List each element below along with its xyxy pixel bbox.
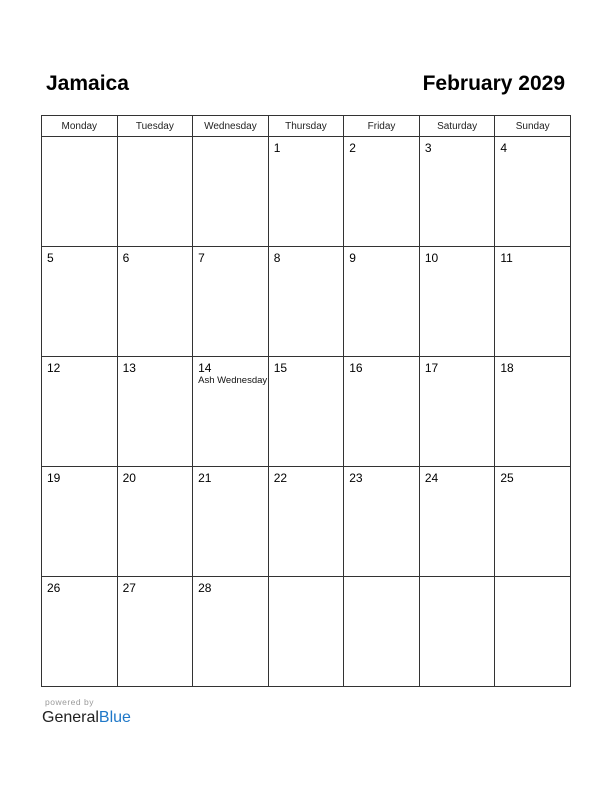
day-cell (419, 357, 495, 467)
day-number: 8 (273, 251, 281, 265)
day-number: 26 (47, 581, 61, 595)
day-number: 5 (47, 251, 54, 265)
day-number: 24 (424, 471, 439, 485)
day-cell (42, 247, 118, 357)
day-number: 2 (349, 141, 356, 155)
day-cell (344, 137, 420, 247)
day-cell (344, 467, 420, 577)
day-cell (495, 577, 571, 687)
day-number: 20 (122, 471, 136, 485)
day-cell (419, 467, 495, 577)
day-number: 7 (198, 251, 205, 265)
day-cell (117, 137, 193, 247)
day-number (193, 137, 268, 141)
day-number: 17 (424, 361, 439, 375)
day-cell (495, 357, 571, 467)
day-cell (268, 467, 344, 577)
day-cell (193, 467, 269, 577)
day-number: 28 (198, 581, 212, 595)
day-number: 23 (349, 471, 363, 485)
day-number: 13 (122, 361, 136, 375)
day-number: 15 (273, 361, 288, 375)
week-row (42, 247, 571, 357)
day-cell (268, 577, 344, 687)
day-cell (344, 357, 420, 467)
day-cell (495, 247, 571, 357)
weekday-header-row (42, 116, 571, 137)
day-number: 22 (273, 471, 288, 485)
calendar-grid (41, 115, 571, 687)
day-cell (42, 357, 118, 467)
day-number: 16 (349, 361, 363, 375)
day-cell (193, 247, 269, 357)
day-cell (419, 247, 495, 357)
country-title: Jamaica (46, 72, 129, 95)
day-cell (268, 137, 344, 247)
day-number (495, 577, 570, 581)
weekday-sunday: Sunday (495, 116, 571, 137)
day-cell (42, 137, 118, 247)
day-cell (419, 137, 495, 247)
day-number: 9 (349, 251, 356, 265)
day-number: 11 (500, 251, 513, 265)
weekday-thursday: Thursday (268, 116, 344, 137)
day-number: 19 (47, 471, 61, 485)
weekday-wednesday: Wednesday (193, 116, 269, 137)
day-number (344, 577, 419, 581)
holiday-label: Ash Wednesday (198, 375, 268, 386)
day-number (118, 137, 193, 141)
day-number (420, 577, 495, 581)
day-cell (344, 247, 420, 357)
day-cell (117, 467, 193, 577)
week-row (42, 577, 571, 687)
day-cell (419, 577, 495, 687)
day-number: 12 (47, 361, 61, 375)
day-number: 10 (424, 251, 439, 265)
weekday-friday: Friday (344, 116, 420, 137)
day-cell (495, 137, 571, 247)
brand-logo[interactable] (42, 708, 131, 728)
day-number (269, 577, 344, 581)
weekday-monday: Monday (42, 116, 118, 137)
day-number: 3 (424, 141, 432, 155)
day-cell (42, 467, 118, 577)
week-row (42, 137, 571, 247)
day-cell (117, 577, 193, 687)
brand-name-part2: Blue (98, 709, 131, 726)
month-title: February 2029 (422, 72, 565, 95)
day-cell (193, 357, 269, 467)
powered-by-label: powered by (45, 697, 94, 707)
week-row (42, 467, 571, 577)
day-cell (268, 247, 344, 357)
day-cell (268, 357, 344, 467)
day-cell (193, 137, 269, 247)
day-cell (117, 247, 193, 357)
weekday-saturday: Saturday (419, 116, 495, 137)
day-cell (193, 577, 269, 687)
day-number: 4 (500, 141, 508, 155)
week-row (42, 357, 571, 467)
day-number: 1 (273, 141, 281, 155)
day-number: 25 (500, 471, 514, 485)
day-cell (344, 577, 420, 687)
day-number: 6 (122, 251, 130, 265)
day-number (42, 137, 117, 141)
day-cell (495, 467, 571, 577)
day-number: 18 (500, 361, 514, 375)
brand-name-part1: General (42, 709, 99, 726)
day-number: 14 (198, 361, 212, 375)
day-number: 21 (198, 471, 212, 485)
day-number: 27 (122, 581, 136, 595)
weekday-tuesday: Tuesday (117, 116, 193, 137)
day-cell (117, 357, 193, 467)
day-cell (42, 577, 118, 687)
